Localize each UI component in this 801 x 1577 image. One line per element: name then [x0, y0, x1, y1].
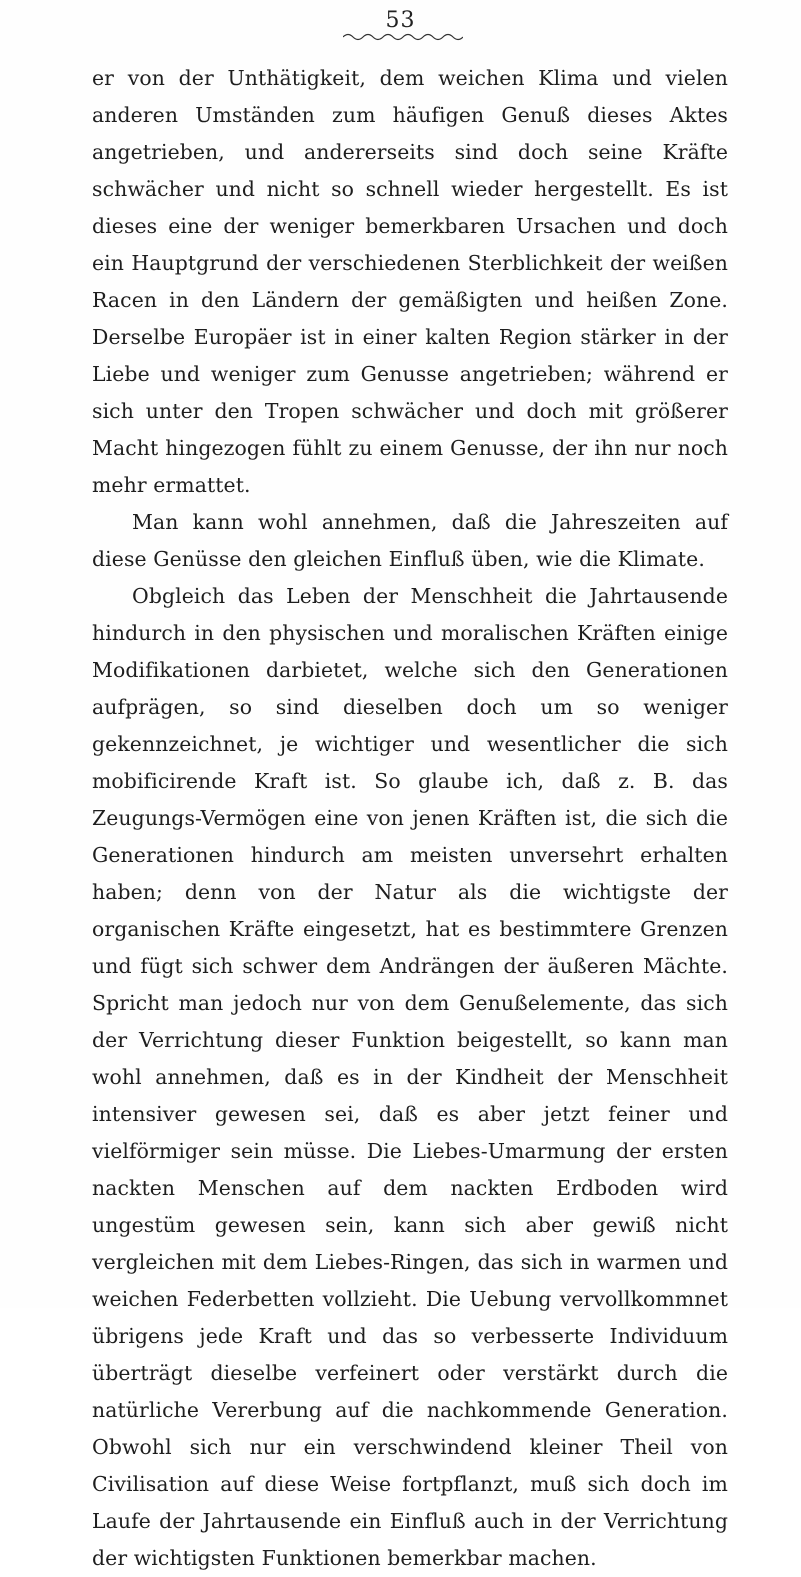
- main-text: [92, 60, 728, 1577]
- decorative-wave-rule: [343, 32, 463, 42]
- paragraph-generations: Obgleich das Leben der Menschheit die Jahrtausende hindurch in den physischen und moralischen Kräften einige Modifikationen darbietet, welche sich den Generationen aufprägen, so sind dieselben doch um so weniger gekennzeichnet, je wichtiger und wesentlicher die sich mobificirende Kraft ist. So glaube ich, daß z. B. das Zeugungs-Vermögen eine von jenen Kräften ist, die sich die Generationen hindurch am meisten unversehrt erhalten haben; denn von der Natur als die wichtigste der organischen Kräfte eingesetzt, hat es bestimmtere Grenzen und fügt sich schwer dem Andrängen der äußeren Mächte. Spricht man jedoch nur von dem Genußelemente, das sich der Verrichtung dieser Funktion beigestellt, so kann man wohl annehmen, daß es in der Kindheit der Menschheit intensiver gewesen sei, daß es aber jetzt feiner und vielförmiger sein müsse. Die Liebes-Umarmung der ersten nackten Menschen auf dem nackten Erdboden wird ungestüm gewesen sein, kann sich aber gewiß nicht vergleichen mit dem Liebes-Ringen, das sich in warmen und weichen Federbetten vollzieht. Die Uebung vervollkommnet übrigens jede Kraft und das so verbesserte Individuum überträgt dieselbe verfeinert oder verstärkt durch die natürliche Vererbung auf die nachkommende Generation. Obwohl sich nur ein verschwindend kleiner Theil von Civilisation auf diese Weise fortpflanzt, muß sich doch im Laufe der Jahrtausende ein Einfluß auch in der Verrichtung der wichtigsten Funktionen bemerkbar machen.: [92, 584, 728, 1570]
- page-number: 53: [385, 8, 416, 33]
- paragraph-continuation: er von der Unthätigkeit, dem weichen Klima und vielen anderen Umständen zum häufigen Genuß dieses Aktes angetrieben, und andererseits sind doch seine Kräfte schwächer und nicht so schnell wieder hergestellt. Es ist dieses eine der weniger bemerkbaren Ursachen und doch ein Hauptgrund der verschiedenen Sterblichkeit der weißen Racen in den Ländern der gemäßigten und heißen Zone. Derselbe Europäer ist in einer kalten Region stärker in der Liebe und weniger zum Genusse angetrieben; während er sich unter den Tropen schwächer und doch mit größerer Macht hingezogen fühlt zu einem Genusse, der ihn nur noch mehr ermattet.: [92, 66, 728, 497]
- page-header: [0, 8, 801, 33]
- paragraph-seasons: Man kann wohl annehmen, daß die Jahreszeiten auf diese Genüsse den gleichen Einfluß üben, wie die Klimate.: [92, 510, 728, 571]
